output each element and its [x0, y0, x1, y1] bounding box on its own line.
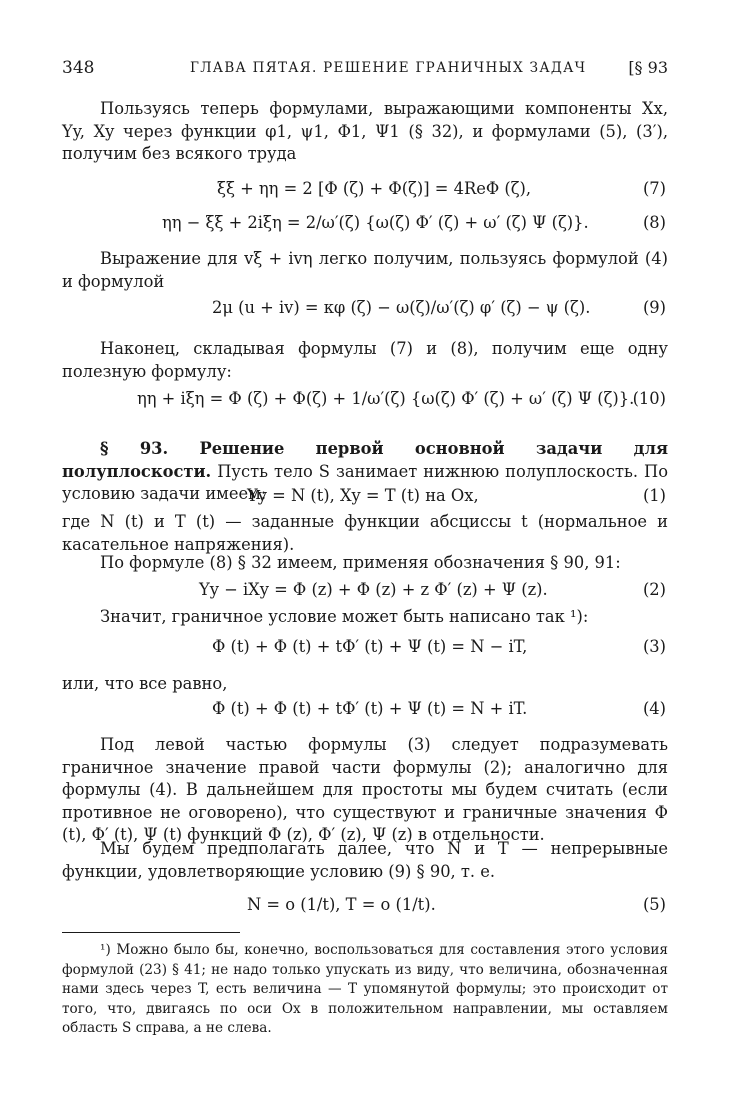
page-number: 348	[62, 58, 95, 78]
equation-number: (10)	[632, 389, 666, 408]
running-header	[62, 58, 668, 80]
equation-number: (3)	[642, 637, 666, 656]
paragraph-1: Пользуясь теперь формулами, выражающими компоненты Xx, Yy, Xy через функции φ1, ψ1, Φ1, Ψ1 (§ 32), и формулами (5), (3′), получим без всякого труда	[62, 99, 668, 163]
equation-2	[62, 577, 668, 603]
equation-number: (8)	[642, 213, 666, 232]
equation-number: (5)	[642, 895, 666, 914]
paragraph-7: Значит, граничное условие может быть написано так ¹):	[100, 607, 589, 626]
footnote: ¹) Можно было бы, конечно, воспользоваться для составления этого условия формулой (23) § 41; не надо только упускать из виду, что величина, обозначенная нами здесь через T, есть величина — T упомянутой формулы; это происходит от того, что, двигаясь по оси Ox в положительном направлении, мы оставляем область S справа, а не слева.	[62, 942, 668, 1036]
equation-body: N = o (1/t), T = o (1/t).	[247, 895, 436, 914]
section-reference: [§ 93	[628, 58, 668, 77]
paragraph-2: Выражение для vξ + ivη легко получим, пользуясь формулой (4) и формулой	[62, 249, 668, 291]
equation-4	[62, 696, 668, 722]
equation-number: (4)	[642, 699, 666, 718]
equation-10	[62, 386, 668, 412]
equation-1	[62, 483, 668, 509]
equation-body: 2μ (u + iv) = κφ (ζ) − ω(ζ)/ω′(ζ) φ′ (ζ) − ψ (ζ).	[212, 298, 591, 317]
equation-number: (9)	[642, 298, 666, 317]
equation-number: (7)	[642, 179, 666, 198]
paragraph-8: или, что все равно,	[62, 674, 228, 693]
paragraph-4: Пусть тело S занимает нижнюю полуплоскость. По условию задачи имеем:	[62, 461, 668, 503]
equation-body: ξξ + ηη = 2 [Φ (ζ) + Φ(ζ)] = 4ReΦ (ζ),	[217, 179, 532, 198]
footnote-divider	[62, 932, 240, 933]
paragraph-5: где N (t) и T (t) — заданные функции абсциссы t (нормальное и касательное напряжения).	[62, 512, 668, 554]
section-heading: § 93. Решение первой основной задачи для полуплоскости.	[62, 439, 668, 481]
equation-3	[62, 634, 668, 660]
equation-body: Φ (t) + Φ (t) + tΦ′ (t) + Ψ (t) = N − iT,	[212, 637, 528, 656]
equation-7	[62, 176, 668, 202]
equation-body: ηη + iξη = Φ (ζ) + Φ(ζ) + 1/ω′(ζ) {ω(ζ) Φ′ (ζ) + ω′ (ζ) Ψ (ζ)}.	[137, 389, 635, 408]
paragraph-6: По формуле (8) § 32 имеем, применяя обозначения § 90, 91:	[100, 553, 621, 572]
equation-5	[62, 892, 668, 918]
paragraph-3: Наконец, складывая формулы (7) и (8), получим еще одну полезную формулу:	[62, 339, 668, 381]
equation-body: ηη − ξξ + 2iξη = 2/ω′(ζ) {ω(ζ) Φ′ (ζ) + ω′ (ζ) Ψ (ζ)}.	[162, 213, 589, 232]
equation-number: (1)	[642, 486, 666, 505]
equation-body: Yy = N (t), Xy = T (t) на Ox,	[247, 486, 479, 505]
equation-body: Yy − iXy = Φ (z) + Φ (z) + z Φ′ (z) + Ψ (z).	[199, 580, 548, 599]
paragraph-9: Под левой частью формулы (3) следует подразумевать граничное значение правой части формулы (2); аналогично для формулы (4). В дальнейшем для простоты мы будем считать (если противное не оговорено), что существуют и граничные значения Φ (t), Φ′ (t), Ψ (t) функций Φ (z), Φ′ (z), Ψ (z) в отдельности.	[62, 735, 668, 844]
paragraph-10: Мы будем предполагать далее, что N и T — непрерывные функции, удовлетворяющие условию (9) § 90, т. е.	[62, 839, 668, 881]
running-title: ГЛАВА ПЯТАЯ. РЕШЕНИЕ ГРАНИЧНЫХ ЗАДАЧ	[190, 60, 587, 76]
equation-number: (2)	[642, 580, 666, 599]
equation-9	[62, 295, 668, 321]
equation-body: Φ (t) + Φ (t) + tΦ′ (t) + Ψ (t) = N + iT.	[212, 699, 528, 718]
equation-8	[62, 210, 668, 236]
